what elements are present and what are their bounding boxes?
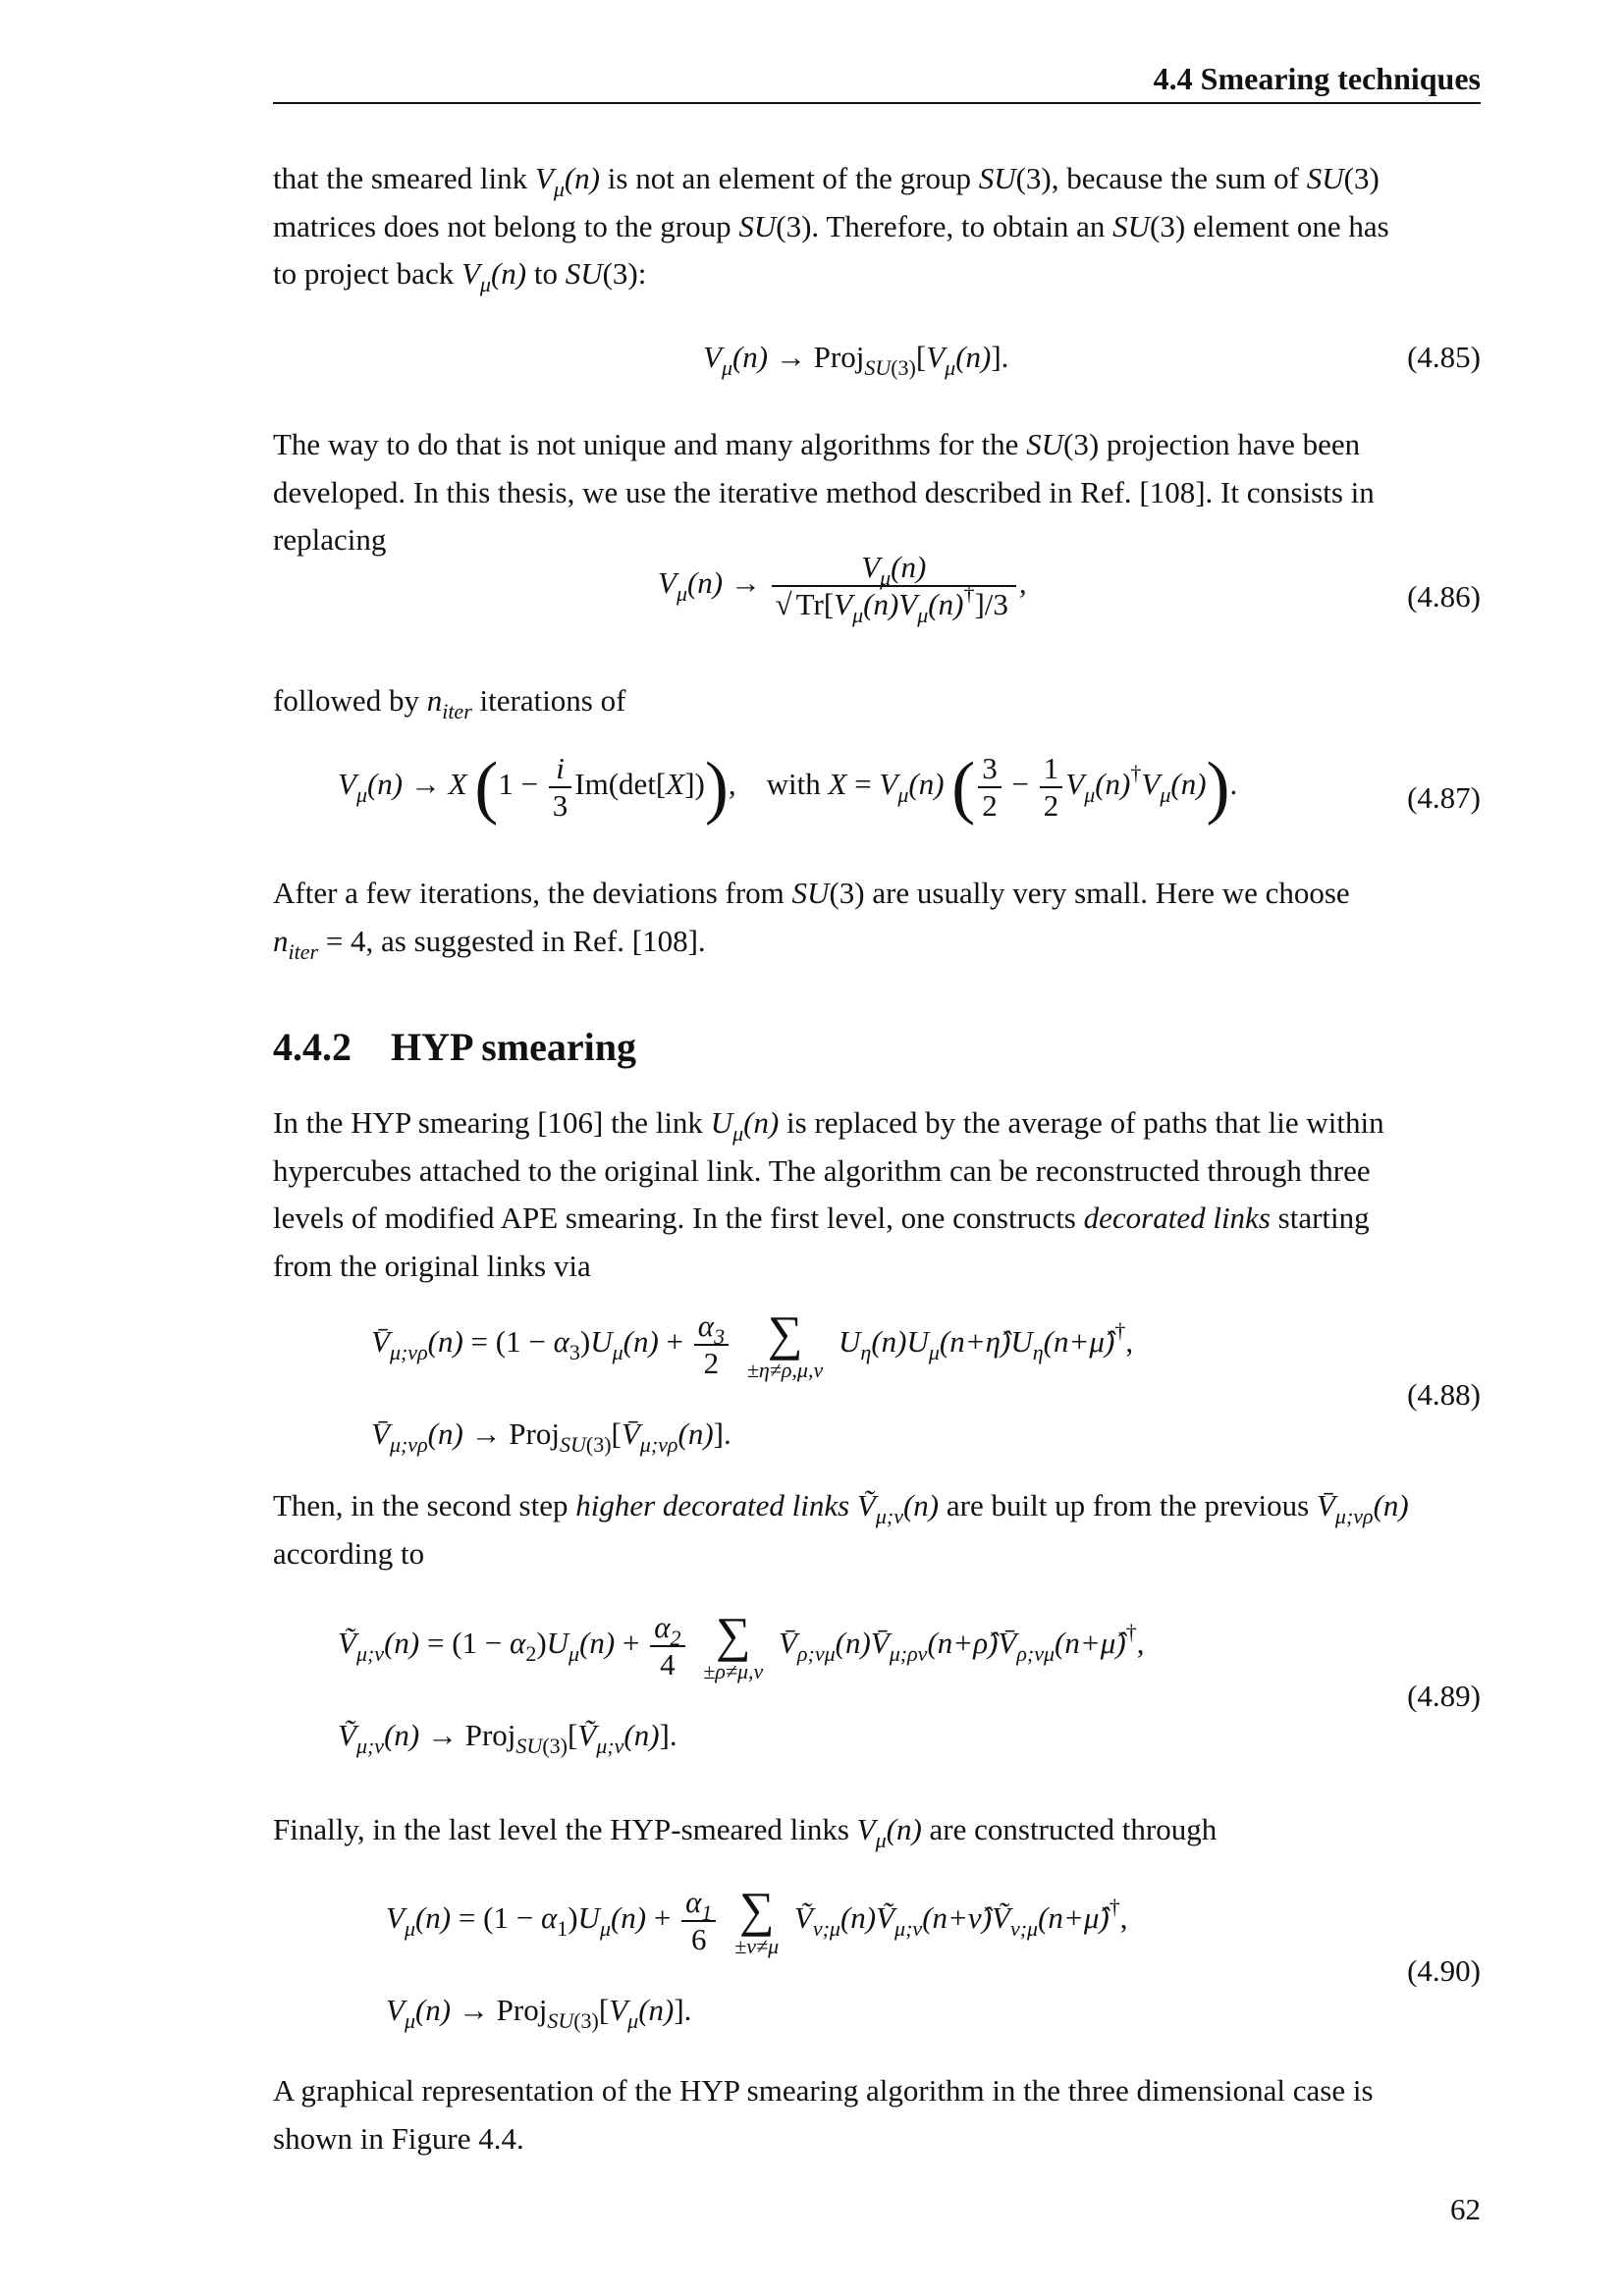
equation-number: (4.88) xyxy=(1407,1377,1481,1412)
paragraph-projection xyxy=(273,421,1481,564)
running-header xyxy=(273,61,1481,100)
equation-4-88 xyxy=(273,1308,1481,1466)
line: hypercubes attached to the original link. The algorithm can be reconstructed through three xyxy=(273,1152,1371,1188)
equation-number: (4.86) xyxy=(1407,579,1481,614)
equation-body: $V_\mu(n)$ → $\frac{V_\mu(n)}{√ Tr[V_\mu(n)V_\mu(n)^\dagger]/3}$ , xyxy=(658,550,1027,627)
line: from the original links via xyxy=(273,1248,591,1283)
page-number: 62 xyxy=(1450,2192,1481,2226)
paragraph-higher-decorated xyxy=(273,1482,1481,1577)
equation-body: $V_\mu(n) \to X$ (1 − $\frac{i}{3}$ Im(det[X])), with $X = V_\mu(n)$ ( $\frac{3}{2}$ − $\frac{1}{2}$ $V_\mu(n)^\dagger V_\mu(n)$). xyxy=(338,747,1238,827)
section-number: 4.4.2 xyxy=(273,1025,352,1069)
line: shown in Figure 4.4. xyxy=(273,2120,524,2156)
equation-4-87 xyxy=(273,747,1481,859)
equation-number: (4.85) xyxy=(1407,340,1481,374)
line: to project back $V_\mu(n)$ to SU(3): xyxy=(273,256,647,296)
line: After a few iterations, the deviations from SU(3) are usually very small. Here we choose xyxy=(273,876,1350,910)
equation-line-1: $V_\mu(n) = (1 - \alpha_1)U_\mu(n)$ + $\frac{\alpha_1}{6}$ ∑ ±ν≠μ Ṽ$_{\nu;\mu}$(n)Ṽ$_{\mu;\nu}$(n+ν̂)Ṽ$_{\nu;\mu}$(n+μ̂)†, xyxy=(386,1882,1128,1958)
paragraph-hyp-intro xyxy=(273,1099,1481,1290)
line: Then, in the second step higher decorated links Ṽ$_{\mu;\nu}$(n) are built up from the previous $V̄_{\mu;\nu\rho}(n)$ xyxy=(273,1488,1409,1528)
paragraph-graphical xyxy=(273,2067,1481,2163)
line: levels of modified APE smearing. In the first level, one constructs decorated links starting xyxy=(273,1201,1370,1235)
line: according to xyxy=(273,1535,425,1571)
equation-line-1: Ṽ$_{\mu;\nu}$(n) = $(1 - \alpha_2)U_\mu(n)$ + $\frac{\alpha_2}{4}$ ∑ ±ρ≠μ,ν $V̄_{\rho;\nu\mu}(n)V̄_{\mu;\rho\nu}(n+\rhô)V̄_{\rho;\nu\mu}(n+\mû)^\dagger$, xyxy=(338,1607,1145,1683)
line: $n_{iter} = 4$, as suggested in Ref. [108]. xyxy=(273,923,706,964)
section-title: HYP smearing xyxy=(391,1025,636,1069)
equation-line-2: Ṽ$_{\mu;\nu}$(n) → Proj$_{SU(3)}$[Ṽ$_{\mu;\nu}$(n)]. xyxy=(338,1718,677,1758)
equation-line-1: $V̄_{\mu;\nu\rho}(n) = (1 - \alpha_3)U_\mu(n)$ + $\frac{\alpha_3}{2}$ ∑ ±η≠ρ,μ,ν $U_\eta(n)U_\mu(n+\etâ)U_\eta(n+\mû)^\dagger$, xyxy=(371,1306,1134,1382)
paragraph-iterations xyxy=(273,677,1481,725)
equation-line-2: $V_\mu(n)$ → $Proj_{SU(3)}[V_\mu(n)]$. xyxy=(386,1993,692,2033)
paragraph-smeared-link xyxy=(273,155,1481,298)
line: that the smeared link $V_\mu(n)$ is not an element of the group SU(3), because the sum of SU(3) xyxy=(273,161,1380,201)
fraction: $\frac{V_\mu(n)}{√ Tr[V_\mu(n)V_\mu(n)^\dagger]/3}$ xyxy=(772,550,1016,621)
paper-page xyxy=(273,0,1481,2296)
equation-4-89 xyxy=(273,1607,1481,1767)
line: A graphical representation of the HYP smearing algorithm in the three dimensional case is xyxy=(273,2073,1374,2108)
line: developed. In this thesis, we use the iterative method described in Ref. [108]. It consists in xyxy=(273,474,1375,509)
line: In the HYP smearing [106] the link $U_\mu(n)$ is replaced by the average of paths that lie within xyxy=(273,1105,1384,1146)
header-rule xyxy=(273,102,1481,104)
equation-number: (4.89) xyxy=(1407,1679,1481,1713)
line: Finally, in the last level the HYP-smeared links $V_\mu(n)$ are constructed through xyxy=(273,1812,1218,1852)
equation-4-86 xyxy=(273,550,1481,658)
section-heading xyxy=(273,1024,636,1070)
line: matrices does not belong to the group SU(3). Therefore, to obtain an SU(3) element one has xyxy=(273,208,1389,243)
line: followed by $n_{iter}$ iterations of xyxy=(273,683,626,723)
equation-body: $V_\mu(n)$ → $Proj_{SU(3)}[V_\mu(n)]$. xyxy=(703,340,1009,380)
line: The way to do that is not unique and many algorithms for the SU(3) projection have been xyxy=(273,427,1361,461)
paragraph-deviations xyxy=(273,870,1481,965)
equation-number: (4.90) xyxy=(1407,1953,1481,1988)
line: replacing xyxy=(273,522,387,557)
running-title: 4.4 Smearing techniques xyxy=(1153,61,1481,96)
equation-number: (4.87) xyxy=(1407,780,1481,815)
equation-line-2: $V̄_{\mu;\nu\rho}(n)$ → $Proj_{SU(3)}[V̄_{\mu;\nu\rho}(n)]$. xyxy=(371,1416,731,1457)
equation-4-90 xyxy=(273,1882,1481,2042)
equation-4-85 xyxy=(273,340,1481,379)
paragraph-final-level xyxy=(273,1806,1481,1854)
